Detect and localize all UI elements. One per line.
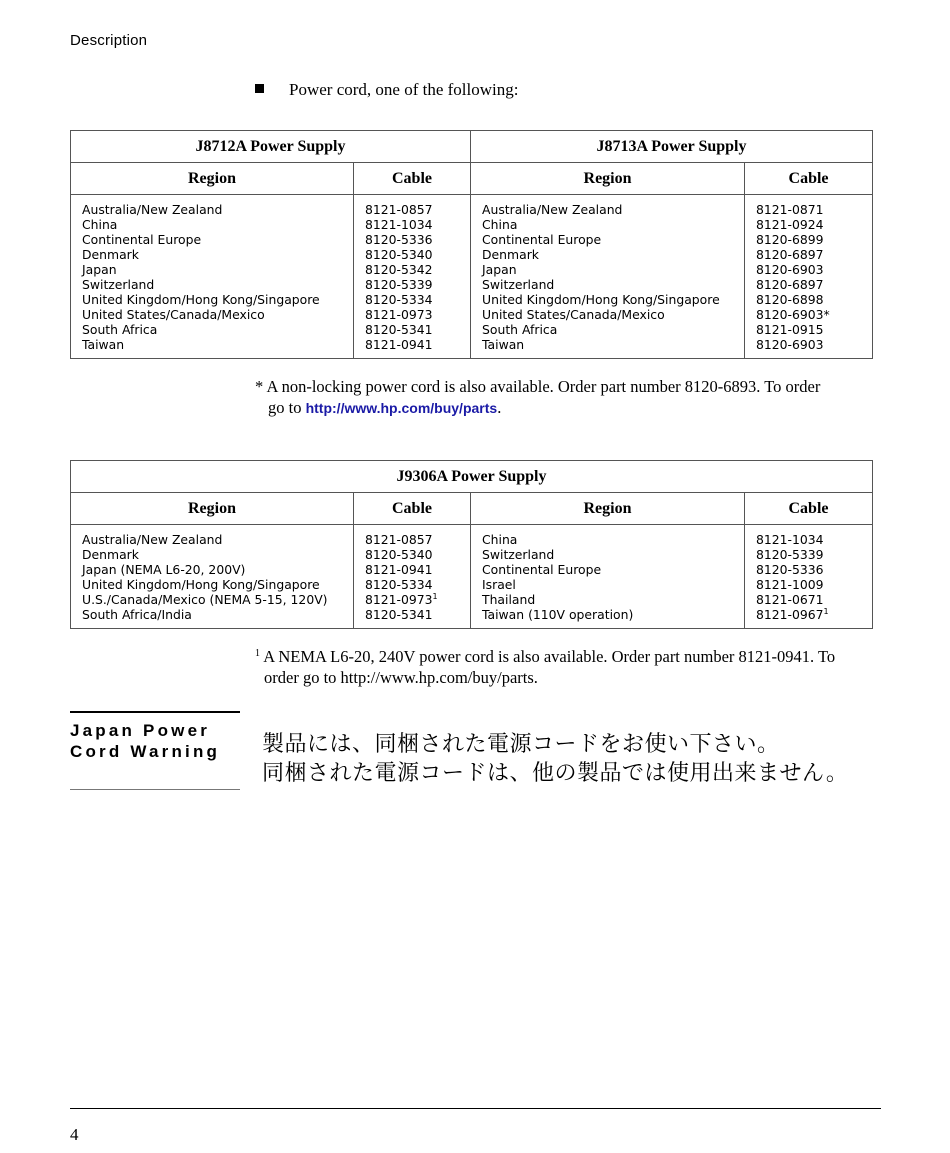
footnote-ref: 1: [823, 607, 829, 616]
footnote-nema: [255, 646, 885, 688]
column-header-region: Region: [471, 493, 745, 525]
column-header-cable: Cable: [745, 163, 873, 195]
list-item: 8120-5334: [365, 292, 433, 307]
list-item: [365, 592, 459, 607]
j8712a-cable-list: [354, 195, 471, 359]
list-item: 8120-6898: [756, 292, 824, 307]
list-item: China: [482, 532, 518, 547]
column-header-cable: Cable: [745, 493, 873, 525]
column-header-region: Region: [71, 493, 354, 525]
list-item: 8121-0915: [756, 322, 824, 337]
divider: [70, 711, 240, 713]
hp-parts-link[interactable]: http://www.hp.com/buy/parts: [305, 400, 498, 416]
footnote-text: A NEMA L6-20, 240V power cord is also available. Order part number 8121-0941. To: [260, 647, 836, 666]
list-item: Denmark: [82, 247, 139, 262]
warning-line: 同梱された電源コードは、他の製品では使用出来ません。: [262, 761, 849, 786]
footnote-text: order go to http://www.hp.com/buy/parts.: [264, 668, 538, 687]
list-item: United Kingdom/Hong Kong/Singapore: [82, 577, 320, 592]
list-item: Israel: [482, 577, 516, 592]
footnote-ref: 1: [432, 592, 438, 601]
divider: [70, 789, 240, 790]
list-item: 8121-0924: [756, 217, 824, 232]
list-item: Taiwan: [82, 337, 125, 352]
japan-warning-text: [262, 730, 848, 788]
list-item: 8121-1034: [365, 217, 433, 232]
j9306a-cable-list-right: [745, 525, 873, 629]
list-item: 8121-0671: [756, 592, 824, 607]
list-item: 8121-0941: [365, 337, 433, 352]
list-item: Continental Europe: [482, 562, 602, 577]
j9306a-cable-list-left: [354, 525, 471, 629]
footnote-text: A non-locking power cord is also available. Order part number 8120-6893. To order: [263, 377, 821, 396]
list-item: Thailand: [482, 592, 536, 607]
j9306a-region-list-right: [471, 525, 745, 629]
j9306a-region-list-left: [71, 525, 354, 629]
table-title-j8712a: J8712A Power Supply: [71, 131, 471, 163]
cable-number: 8121-0973: [365, 592, 433, 607]
footnote-marker: 1: [255, 648, 260, 659]
list-item: Australia/New Zealand: [82, 532, 223, 547]
list-item: 8121-0941: [365, 562, 433, 577]
list-item: 8120-6897: [756, 277, 824, 292]
list-item: 8120-5342: [365, 262, 433, 277]
list-item: 8120-5339: [756, 547, 824, 562]
list-item: 8121-1034: [756, 532, 824, 547]
cable-number: 8121-0967: [756, 607, 824, 622]
list-item: 8121-0871: [756, 202, 824, 217]
list-item: Continental Europe: [482, 232, 602, 247]
list-item: Taiwan (110V operation): [482, 607, 634, 622]
list-item: Switzerland: [482, 547, 555, 562]
list-item: 8120-6903*: [756, 307, 830, 322]
list-item: Japan: [82, 262, 117, 277]
list-item: 8121-1009: [756, 577, 824, 592]
intro-text: Power cord, one of the following:: [289, 80, 519, 99]
footnote-text: .: [497, 398, 502, 417]
list-item: United Kingdom/Hong Kong/Singapore: [482, 292, 720, 307]
list-item: China: [482, 217, 518, 232]
list-item: 8120-5341: [365, 322, 433, 337]
list-item: 8120-5336: [756, 562, 824, 577]
list-item: Continental Europe: [82, 232, 202, 247]
bullet-square-icon: [255, 84, 264, 93]
list-item: 8121-0857: [365, 532, 433, 547]
list-item: Denmark: [82, 547, 139, 562]
footnote-marker: *: [255, 377, 264, 396]
power-cord-table-j8712a-j8713a: [70, 130, 873, 359]
title-line: Japan Power: [70, 721, 211, 740]
list-item: China: [82, 217, 118, 232]
footnote-text: go to: [268, 398, 306, 417]
page-number: 4: [70, 1125, 79, 1144]
list-item: [756, 607, 861, 622]
list-item: Switzerland: [482, 277, 555, 292]
list-item: 8120-5339: [365, 277, 433, 292]
warning-line: 製品には、同梱された電源コードをお使い下さい。: [262, 732, 780, 757]
column-header-region: Region: [471, 163, 745, 195]
j8712a-region-list: [71, 195, 354, 359]
footer-divider: [70, 1108, 881, 1109]
list-item: 8120-6903: [756, 262, 824, 277]
list-item: 8120-5334: [365, 577, 433, 592]
list-item: United States/Canada/Mexico: [482, 307, 665, 322]
column-header-cable: Cable: [354, 163, 471, 195]
list-item: United Kingdom/Hong Kong/Singapore: [82, 292, 320, 307]
list-item: Switzerland: [82, 277, 155, 292]
title-line: Cord Warning: [70, 742, 221, 761]
list-item: U.S./Canada/Mexico (NEMA 5-15, 120V): [82, 592, 328, 607]
table-title-j8713a: J8713A Power Supply: [471, 131, 873, 163]
list-item: Australia/New Zealand: [82, 202, 223, 217]
list-item: Japan: [482, 262, 517, 277]
list-item: 8120-6903: [756, 337, 824, 352]
section-header: Description: [70, 32, 148, 49]
intro-bullet: [255, 80, 518, 100]
japan-warning-title: [70, 720, 220, 762]
list-item: 8120-5340: [365, 247, 433, 262]
list-item: 8121-0973: [365, 307, 433, 322]
list-item: 8120-5336: [365, 232, 433, 247]
list-item: 8120-6899: [756, 232, 824, 247]
list-item: South Africa: [482, 322, 558, 337]
list-item: South Africa/India: [82, 607, 192, 622]
j8713a-cable-list: [745, 195, 873, 359]
column-header-region: Region: [71, 163, 354, 195]
list-item: 8120-5341: [365, 607, 433, 622]
list-item: United States/Canada/Mexico: [82, 307, 265, 322]
list-item: 8121-0857: [365, 202, 433, 217]
list-item: Japan (NEMA L6-20, 200V): [82, 562, 246, 577]
column-header-cable: Cable: [354, 493, 471, 525]
list-item: 8120-6897: [756, 247, 824, 262]
list-item: Denmark: [482, 247, 539, 262]
table-title-j9306a: J9306A Power Supply: [71, 461, 873, 493]
list-item: 8120-5340: [365, 547, 433, 562]
list-item: South Africa: [82, 322, 158, 337]
j8713a-region-list: [471, 195, 745, 359]
footnote-non-locking: [255, 376, 880, 419]
list-item: Taiwan: [482, 337, 525, 352]
power-cord-table-j9306a: [70, 460, 873, 629]
list-item: Australia/New Zealand: [482, 202, 623, 217]
